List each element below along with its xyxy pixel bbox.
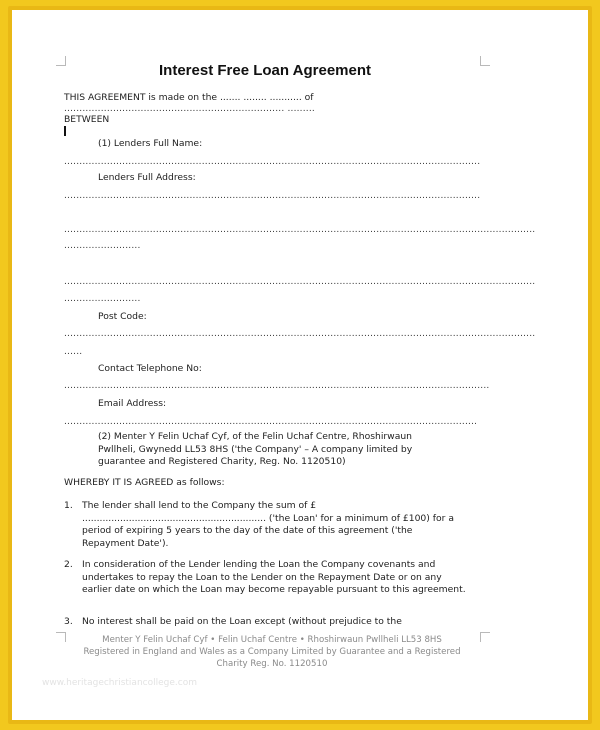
lender-name-label: (1) Lenders Full Name: — [98, 138, 203, 149]
lender-address-field-3[interactable]: .......................................................................................................................................................... — [64, 277, 536, 287]
clause-3-text: No interest shall be paid on the Loan except (without prejudice to the — [82, 616, 402, 627]
page-footer — [52, 634, 492, 670]
watermark: www.heritagechristiancollege.com — [42, 678, 197, 688]
between-heading: BETWEEN — [64, 114, 110, 125]
email-field[interactable]: ....................................................................................................................................... — [64, 417, 478, 427]
phone-label: Contact Telephone No: — [98, 363, 202, 374]
document-page — [12, 10, 588, 720]
clause-2-number: 2. — [64, 559, 73, 570]
clause-1-number: 1. — [64, 500, 73, 511]
footer-line-2: Registered in England and Wales as a Company Limited by Guarantee and a Registered — [83, 647, 461, 657]
postcode-field[interactable]: .......................................................................................................................................................... — [64, 329, 536, 339]
agreement-date-line: THIS AGREEMENT is made on the ....... ........ ........... of — [64, 92, 314, 103]
company-party-details: (2) Menter Y Felin Uchaf Cyf, of the Felin Uchaf Centre, Rhoshirwaun Pwllheli, Gwynedd LL53 8HS ('the Company' – A company limited by guarantee and Registered Charity, Reg. No. 1120510) — [98, 431, 413, 468]
lender-name-field[interactable]: ........................................................................................................................................ — [64, 157, 481, 167]
footer-line-3: Charity Reg. No. 1120510 — [216, 659, 328, 669]
clause-2-text: In consideration of the Lender lending the Loan the Company covenants and undertakes to repay the Loan to the Lender on the Repayment Date or on any earlier date on which the Loan may become repayable pursuant to this agreement. — [82, 559, 466, 596]
email-label: Email Address: — [98, 398, 167, 409]
lender-address-field-2[interactable]: .......................................................................................................................................................... — [64, 225, 536, 235]
footer-line-1: Menter Y Felin Uchaf Cyf • Felin Uchaf Centre • Rhoshirwaun Pwllheli LL53 8HS — [102, 635, 442, 645]
whereby-heading: WHEREBY IT IS AGREED as follows: — [64, 477, 225, 488]
lender-address-field-3-cont[interactable]: ......................... — [64, 294, 141, 304]
text-cursor — [64, 126, 66, 136]
document-title: Interest Free Loan Agreement — [159, 62, 371, 79]
lender-address-label: Lenders Full Address: — [98, 172, 196, 183]
postcode-field-cont[interactable]: ...... — [64, 347, 83, 357]
lender-address-field-1[interactable]: ........................................................................................................................................ — [64, 191, 481, 201]
lender-address-field-2-cont[interactable]: ......................... — [64, 241, 141, 251]
postcode-label: Post Code: — [98, 311, 147, 322]
agreement-date-continuation: ........................................................................ ......... — [64, 104, 315, 114]
clause-1-text: The lender shall lend to the Company the sum of £ ............................................................... ('the Loan' for a minimum of £100) for a period of expiring 5 years to the day of the date of this agreement ('the Repayment Date'). — [82, 500, 454, 549]
phone-field[interactable]: ........................................................................................................................................... — [64, 381, 490, 391]
clause-3-number: 3. — [64, 616, 73, 627]
